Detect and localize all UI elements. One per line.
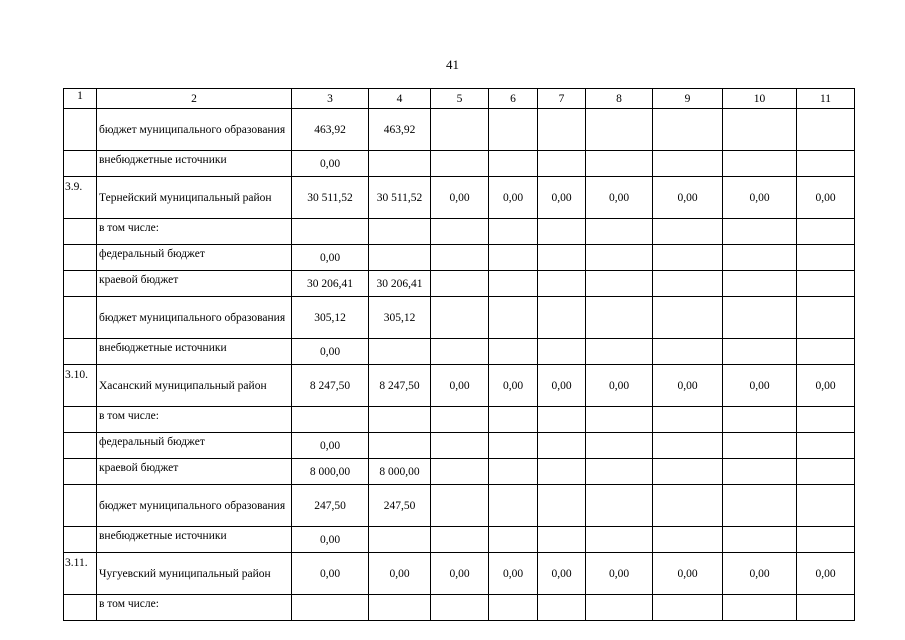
value-cell [538, 151, 586, 177]
row-label-cell: внебюджетные источники [97, 151, 292, 177]
value-cell: 247,50 [369, 485, 431, 527]
value-cell [489, 459, 538, 485]
value-cell [489, 109, 538, 151]
row-label-cell: в том числе: [97, 595, 292, 621]
row-label-cell: в том числе: [97, 219, 292, 245]
value-cell [369, 151, 431, 177]
value-cell: 0,00 [292, 339, 369, 365]
value-cell: 0,00 [538, 365, 586, 407]
value-cell: 30 206,41 [369, 271, 431, 297]
value-cell [538, 459, 586, 485]
value-cell: 0,00 [431, 177, 489, 219]
value-cell [431, 109, 489, 151]
value-cell [653, 459, 723, 485]
table-row [64, 271, 855, 297]
value-cell [431, 339, 489, 365]
value-cell [431, 297, 489, 339]
value-cell [723, 245, 797, 271]
value-cell [586, 485, 653, 527]
table-row [64, 365, 855, 407]
value-cell [797, 297, 855, 339]
table-row [64, 485, 855, 527]
value-cell [797, 595, 855, 621]
row-number-cell [64, 219, 97, 245]
row-number-cell: 3.9. [64, 177, 97, 219]
value-cell [538, 109, 586, 151]
value-cell: 30 511,52 [292, 177, 369, 219]
value-cell [586, 219, 653, 245]
row-number-cell [64, 339, 97, 365]
row-number-cell [64, 245, 97, 271]
row-label-cell: бюджет муниципального образования [97, 297, 292, 339]
value-cell [797, 407, 855, 433]
value-cell [431, 485, 489, 527]
column-header: 3 [292, 89, 369, 109]
value-cell [431, 407, 489, 433]
value-cell [369, 339, 431, 365]
value-cell [653, 339, 723, 365]
table-row [64, 151, 855, 177]
table-row [64, 407, 855, 433]
value-cell [489, 407, 538, 433]
value-cell [723, 271, 797, 297]
value-cell: 0,00 [489, 553, 538, 595]
value-cell [797, 527, 855, 553]
value-cell [723, 219, 797, 245]
column-header: 7 [538, 89, 586, 109]
value-cell [431, 271, 489, 297]
value-cell [797, 339, 855, 365]
value-cell: 0,00 [797, 365, 855, 407]
value-cell: 8 000,00 [292, 459, 369, 485]
column-header: 10 [723, 89, 797, 109]
row-number-cell [64, 485, 97, 527]
value-cell [489, 245, 538, 271]
value-cell [369, 527, 431, 553]
value-cell: 0,00 [797, 177, 855, 219]
budget-table [63, 88, 855, 621]
table-row [64, 219, 855, 245]
value-cell [586, 407, 653, 433]
value-cell [653, 245, 723, 271]
value-cell [489, 271, 538, 297]
row-label-cell: Чугуевский муниципальный район [97, 553, 292, 595]
value-cell [586, 459, 653, 485]
value-cell: 305,12 [292, 297, 369, 339]
row-number-cell [64, 527, 97, 553]
value-cell [723, 407, 797, 433]
value-cell [653, 485, 723, 527]
row-label-cell: Хасанский муниципальный район [97, 365, 292, 407]
value-cell [538, 297, 586, 339]
value-cell [431, 151, 489, 177]
value-cell [653, 527, 723, 553]
table-row [64, 433, 855, 459]
row-number-cell [64, 459, 97, 485]
value-cell: 0,00 [292, 527, 369, 553]
value-cell [586, 527, 653, 553]
value-cell [723, 433, 797, 459]
value-cell [797, 245, 855, 271]
value-cell [369, 433, 431, 459]
value-cell: 0,00 [431, 553, 489, 595]
value-cell [723, 297, 797, 339]
table-row [64, 177, 855, 219]
value-cell: 30 206,41 [292, 271, 369, 297]
column-header: 2 [97, 89, 292, 109]
table-row [64, 459, 855, 485]
value-cell [538, 271, 586, 297]
column-header: 11 [797, 89, 855, 109]
value-cell [586, 271, 653, 297]
value-cell [292, 219, 369, 245]
value-cell: 0,00 [292, 433, 369, 459]
value-cell [292, 595, 369, 621]
table-row [64, 595, 855, 621]
value-cell [369, 407, 431, 433]
value-cell [586, 339, 653, 365]
value-cell: 0,00 [723, 365, 797, 407]
value-cell [797, 219, 855, 245]
value-cell [653, 109, 723, 151]
row-label-cell: бюджет муниципального образования [97, 109, 292, 151]
value-cell [538, 407, 586, 433]
value-cell: 0,00 [797, 553, 855, 595]
row-number-cell [64, 433, 97, 459]
row-number-cell [64, 407, 97, 433]
column-header: 5 [431, 89, 489, 109]
value-cell: 0,00 [489, 365, 538, 407]
table-row [64, 527, 855, 553]
value-cell [538, 219, 586, 245]
column-header: 4 [369, 89, 431, 109]
row-number-cell: 3.10. [64, 365, 97, 407]
page-number: 41 [446, 57, 459, 72]
value-cell: 8 247,50 [292, 365, 369, 407]
value-cell [292, 407, 369, 433]
value-cell: 463,92 [292, 109, 369, 151]
table-row [64, 297, 855, 339]
value-cell [489, 595, 538, 621]
value-cell [797, 459, 855, 485]
table-row [64, 339, 855, 365]
value-cell [489, 485, 538, 527]
value-cell [538, 527, 586, 553]
value-cell [797, 433, 855, 459]
value-cell [431, 433, 489, 459]
row-number-cell: 3.11. [64, 553, 97, 595]
column-header: 6 [489, 89, 538, 109]
value-cell [653, 407, 723, 433]
row-number-cell [64, 297, 97, 339]
value-cell [723, 527, 797, 553]
value-cell: 8 000,00 [369, 459, 431, 485]
value-cell [723, 109, 797, 151]
value-cell [586, 245, 653, 271]
value-cell [797, 485, 855, 527]
value-cell: 0,00 [292, 151, 369, 177]
row-label-cell: внебюджетные источники [97, 527, 292, 553]
value-cell [431, 527, 489, 553]
column-header: 1 [64, 89, 97, 109]
value-cell [653, 297, 723, 339]
value-cell: 0,00 [653, 177, 723, 219]
value-cell [797, 151, 855, 177]
value-cell [489, 219, 538, 245]
row-label-cell: бюджет муниципального образования [97, 485, 292, 527]
row-number-cell [64, 595, 97, 621]
value-cell: 0,00 [653, 553, 723, 595]
value-cell: 247,50 [292, 485, 369, 527]
value-cell [586, 151, 653, 177]
value-cell [538, 485, 586, 527]
value-cell [586, 297, 653, 339]
value-cell: 0,00 [489, 177, 538, 219]
value-cell [538, 595, 586, 621]
row-label-cell: краевой бюджет [97, 271, 292, 297]
value-cell [653, 595, 723, 621]
row-label-cell: федеральный бюджет [97, 433, 292, 459]
row-label-cell: в том числе: [97, 407, 292, 433]
value-cell [653, 433, 723, 459]
value-cell: 30 511,52 [369, 177, 431, 219]
row-number-cell [64, 151, 97, 177]
value-cell [723, 459, 797, 485]
value-cell: 305,12 [369, 297, 431, 339]
value-cell [489, 151, 538, 177]
column-header: 8 [586, 89, 653, 109]
value-cell: 0,00 [538, 177, 586, 219]
value-cell: 0,00 [586, 553, 653, 595]
value-cell [723, 595, 797, 621]
value-cell [723, 151, 797, 177]
value-cell: 0,00 [723, 553, 797, 595]
row-label-cell: федеральный бюджет [97, 245, 292, 271]
value-cell [489, 339, 538, 365]
row-label-cell: Тернейский муниципальный район [97, 177, 292, 219]
value-cell: 0,00 [292, 553, 369, 595]
value-cell: 0,00 [369, 553, 431, 595]
value-cell [369, 245, 431, 271]
value-cell: 8 247,50 [369, 365, 431, 407]
value-cell: 0,00 [586, 365, 653, 407]
value-cell [431, 219, 489, 245]
table-row [64, 245, 855, 271]
value-cell [797, 109, 855, 151]
value-cell: 0,00 [431, 365, 489, 407]
table-row [64, 109, 855, 151]
value-cell [489, 433, 538, 459]
row-label-cell: внебюджетные источники [97, 339, 292, 365]
value-cell [653, 219, 723, 245]
value-cell [489, 527, 538, 553]
value-cell [653, 151, 723, 177]
value-cell: 0,00 [723, 177, 797, 219]
value-cell [653, 271, 723, 297]
value-cell [538, 433, 586, 459]
row-label-cell: краевой бюджет [97, 459, 292, 485]
value-cell [538, 339, 586, 365]
value-cell: 463,92 [369, 109, 431, 151]
value-cell: 0,00 [292, 245, 369, 271]
value-cell: 0,00 [653, 365, 723, 407]
value-cell: 0,00 [538, 553, 586, 595]
value-cell [369, 595, 431, 621]
value-cell [431, 245, 489, 271]
value-cell [369, 219, 431, 245]
value-cell [538, 245, 586, 271]
value-cell: 0,00 [586, 177, 653, 219]
value-cell [723, 485, 797, 527]
value-cell [489, 297, 538, 339]
value-cell [723, 339, 797, 365]
value-cell [431, 459, 489, 485]
value-cell [586, 433, 653, 459]
value-cell [431, 595, 489, 621]
table-row [64, 553, 855, 595]
row-number-cell [64, 109, 97, 151]
table-body [64, 109, 855, 621]
value-cell [797, 271, 855, 297]
table-header-row [64, 89, 855, 109]
row-number-cell [64, 271, 97, 297]
value-cell [586, 109, 653, 151]
column-header: 9 [653, 89, 723, 109]
value-cell [586, 595, 653, 621]
